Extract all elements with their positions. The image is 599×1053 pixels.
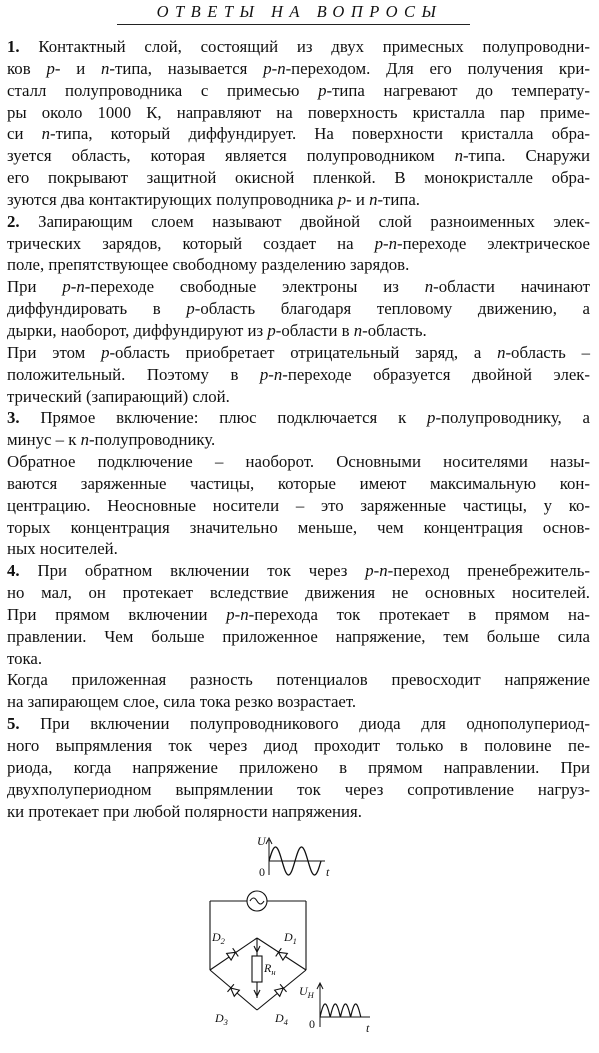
text-line: центрацию. Неосновные носители – это заряженные частицы, у ко- — [7, 495, 590, 515]
text-line: двухполупериодном выпрямлении ток через сопротивление нагруз- — [7, 779, 590, 799]
sine-y-label: U — [257, 834, 266, 848]
rectified-curve — [320, 1004, 361, 1017]
text-line: ваются заряженные частицы, которые имеют максимальную кон- — [7, 473, 590, 493]
text-line: Когда приложенная разность потенциалов превосходит напряжение — [7, 670, 590, 690]
text-line: ных носителей. — [7, 539, 118, 559]
text-line: поле, препятствующее свободному разделению зарядов. — [7, 255, 410, 275]
page-title: ОТВЕТЫ НА ВОПРОСЫ — [156, 2, 443, 21]
text-line: ры около 1000 К, направляют на поверхность кристалла пар приме- — [7, 102, 590, 122]
header-rule — [117, 24, 470, 25]
text-line: си n-типа, который диффундирует. На поверхности кристалла обра- — [7, 124, 590, 144]
text-line: диффундировать в p-область благодаря тепловому движению, а — [7, 299, 591, 319]
text-line: зуются два контактирующих полупроводника p- и n-типа. — [7, 189, 420, 209]
diode-d4-label: $D_4$ — [275, 1011, 288, 1027]
text-line: 2. Запирающим слоем называют двойной слой разноименных элек- — [7, 211, 590, 231]
text-line: риода, когда напряжение приложено в прямом направлении. При — [7, 757, 590, 777]
input-voltage-graph — [257, 834, 330, 879]
text-line: сталл полупроводника с примесью p-типа нагревают до температу- — [7, 80, 590, 100]
rectifier-figure — [195, 832, 395, 1047]
text-line: ков p- и n-типа, называется p-n-переходом. Для его получения кри- — [7, 58, 591, 78]
text-line: правлении. Чем больше приложенное напряжение, тем больше сила — [7, 626, 590, 646]
output-voltage-graph — [299, 983, 370, 1035]
answers-text — [7, 36, 590, 822]
text-line: ки протекает при любой полярности напряжения. — [7, 801, 362, 821]
text-line: дырки, наоборот, диффундируют из p-области в n-область. — [7, 320, 427, 340]
text-line: 3. Прямое включение: плюс подключается к p-полупроводнику, а — [7, 408, 590, 428]
text-line: трических зарядов, который создает на p-n-переходе электрическое — [7, 233, 590, 253]
text-line: на запирающем слое, сила тока резко возрастает. — [7, 692, 357, 712]
text-line: ного выпрямления ток через диод проходит только в половине пе- — [7, 736, 590, 755]
bridge-rectifier-diagram — [195, 832, 395, 1042]
text-line: 5. При включении полупроводникового диода для однополупериод- — [7, 714, 590, 734]
text-line: тока. — [7, 648, 43, 668]
text-line: 4. При обратном включении ток через p-n-переход пренебрежитель- — [7, 561, 590, 581]
diode-d3-label: $D_3$ — [215, 1011, 228, 1027]
text-line: положительный. Поэтому в p-n-переходе образуется двойной элек- — [7, 364, 591, 384]
text-line: зуется область, которая является полупроводником n-типа. Снаружи — [7, 146, 590, 166]
text-line: но мал, он протекает вследствие движения не основных носителей. — [7, 583, 590, 603]
bridge-circuit — [210, 891, 306, 1010]
diode-d2 — [226, 948, 238, 961]
sine-origin-label: 0 — [259, 865, 265, 879]
text-line: При p-n-переходе свободные электроны из n-области начинают — [7, 277, 591, 297]
rect-origin-label: 0 — [309, 1017, 315, 1031]
ac-source-symbol — [250, 898, 264, 904]
text-line: его покрывают защитной окисной пленкой. В монокристалле обра- — [7, 168, 590, 188]
diode-d2-label: $D_2$ — [212, 930, 225, 946]
text-line: При прямом включении p-n-перехода ток протекает в прямом на- — [7, 604, 590, 624]
page-header — [0, 2, 599, 22]
resistor-label: $R_н$ — [264, 961, 276, 977]
text-line: минус – к n-полупроводнику. — [7, 430, 216, 450]
text-line: 1. Контактный слой, состоящий из двух примесных полупроводни- — [7, 37, 590, 56]
text-line: торых концентрация значительно меньше, чем концентрация основ- — [7, 517, 590, 537]
load-resistor — [252, 956, 262, 982]
sine-x-label: t — [326, 865, 330, 879]
diode-d1 — [276, 948, 288, 961]
text-line: При этом p-область приобретает отрицательный заряд, а n-область – — [7, 342, 590, 362]
rect-x-label: t — [366, 1021, 370, 1035]
rect-y-label: $U_H$ — [299, 984, 314, 1000]
diode-d1-label: $D_1$ — [284, 930, 297, 946]
text-line: трический (запирающий) слой. — [7, 386, 230, 406]
text-line: Обратное подключение – наоборот. Основными носителями назы- — [7, 452, 590, 472]
